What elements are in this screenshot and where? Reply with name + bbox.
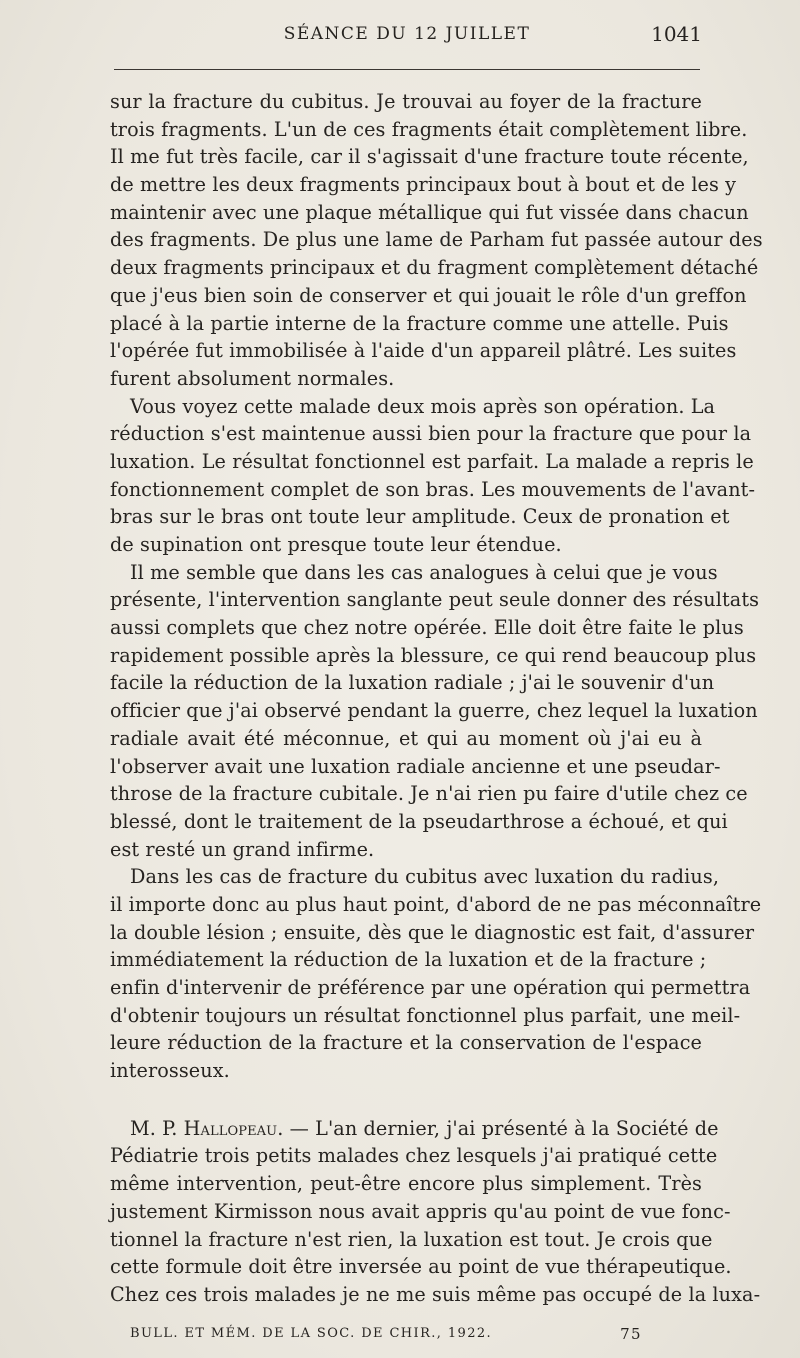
text-line: sur la fracture du cubitus. Je trouvai au foyer de la fracture [110,90,702,113]
speaker-line [110,1115,719,1143]
page-number: 1041 [651,22,702,46]
text-line: fonctionnement complet de son bras. Les mouvements de l'avant- [110,477,756,501]
speaker-name: Hallopeau. [183,1116,284,1140]
text-line: deux fragments principaux et du fragment complètement détaché [110,256,759,280]
text-line: luxation. Le résultat fonctionnel est parfait. La malade a repris le [110,449,754,473]
text-line: d'obtenir toujours un résultat fonctionnel plus parfait, une meil- [110,1003,741,1027]
text-line: l'observer avait une luxation radiale ancienne et une pseudar- [110,754,721,778]
text-line: Pédiatrie trois petits malades chez lesquels j'ai pratiqué cette [110,1144,718,1168]
footer-reference: BULL. ET MÉM. DE LA SOC. DE CHIR., 1922. [130,1326,493,1341]
text-line: présente, l'intervention sanglante peut seule donner des résultats [110,588,760,612]
running-head [112,24,702,54]
text-line: Il me fut très facile, car il s'agissait d'une fracture toute récente, [110,145,749,169]
paragraph [110,393,756,559]
text-line: de mettre les deux fragments principaux bout à bout et de les y [110,173,737,197]
text-line: furent absolument normales. [110,366,395,390]
text-line: est resté un grand infirme. [110,837,375,861]
text-line: même intervention, peut-être encore plus simplement. Très [110,1172,702,1196]
paragraph [110,88,763,393]
text-line: maintenir avec une plaque métallique qui fut vissée dans chacun [110,200,749,224]
page-footer [130,1326,642,1346]
text-line: réduction s'est maintenue aussi bien pour la fracture que pour la [110,422,752,446]
text-line: Vous voyez cette malade deux mois après son opération. La [130,394,716,418]
text-line: Il me semble que dans les cas analogues à celui que je vous [130,560,718,584]
header-rule [114,69,700,70]
body-text [110,88,763,1309]
speaker-line-rest: — L'an dernier, j'ai présenté à la Société de [289,1116,719,1140]
text-line: de supination ont presque toute leur étendue. [110,533,562,556]
text-line: blessé, dont le traitement de la pseudarthrose a échoué, et qui [110,809,728,833]
text-line: radiale avait été méconnue, et qui au moment où j'ai eu à [110,726,702,750]
text-line: aussi complets que chez notre opérée. Elle doit être faite le plus [110,616,744,640]
text-line: justement Kirmisson nous avait appris qu'au point de vue fonc- [110,1199,731,1223]
text-line: leure réduction de la fracture et la conservation de l'espace [110,1031,702,1055]
text-line: interosseux. [110,1059,230,1083]
text-line: throse de la fracture cubitale. Je n'ai rien pu faire d'utile chez ce [110,782,748,806]
speech-paragraph [110,1115,761,1309]
text-line: la double lésion ; ensuite, dès que le diagnostic est fait, d'assurer [110,920,755,944]
paragraph [110,559,760,864]
text-line: cette formule doit être inversée au point de vue thérapeutique. [110,1255,732,1279]
speaker-prefix: M. P. [130,1116,178,1140]
text-line: facile la réduction de la luxation radiale ; j'ai le souvenir d'un [110,671,715,695]
paragraph [110,863,762,1085]
section-gap [110,1085,702,1115]
text-line: bras sur le bras ont toute leur amplitude. Ceux de pronation et [110,505,730,529]
text-line: enfin d'intervenir de préférence par une opération qui permettra [110,976,751,999]
text-line: trois fragments. L'un de ces fragments était complètement libre. [110,117,748,141]
text-line: rapidement possible après la blessure, ce qui rend beaucoup plus [110,643,757,667]
text-line: immédiatement la réduction de la luxation et de la fracture ; [110,948,707,972]
text-line: l'opérée fut immobilisée à l'aide d'un appareil plâtré. Les suites [110,339,737,363]
text-line: que j'eus bien soin de conserver et qui jouait le rôle d'un greffon [110,283,747,307]
text-line: des fragments. De plus une lame de Parham fut passée autour des [110,228,763,252]
text-line: Chez ces trois malades je ne me suis même pas occupé de la luxa- [110,1282,761,1306]
signature-mark: 75 [620,1325,642,1343]
text-line: tionnel la fracture n'est rien, la luxation est tout. Je crois que [110,1227,713,1251]
text-line: placé à la partie interne de la fracture comme une attelle. Puis [110,311,729,335]
text-line: officier que j'ai observé pendant la guerre, chez lequel la luxation [110,699,758,723]
text-line: il importe donc au plus haut point, d'abord de ne pas méconnaître [110,892,762,916]
running-title: SÉANCE DU 12 JUILLET [283,24,531,44]
text-line: Dans les cas de fracture du cubitus avec luxation du radius, [130,865,720,889]
